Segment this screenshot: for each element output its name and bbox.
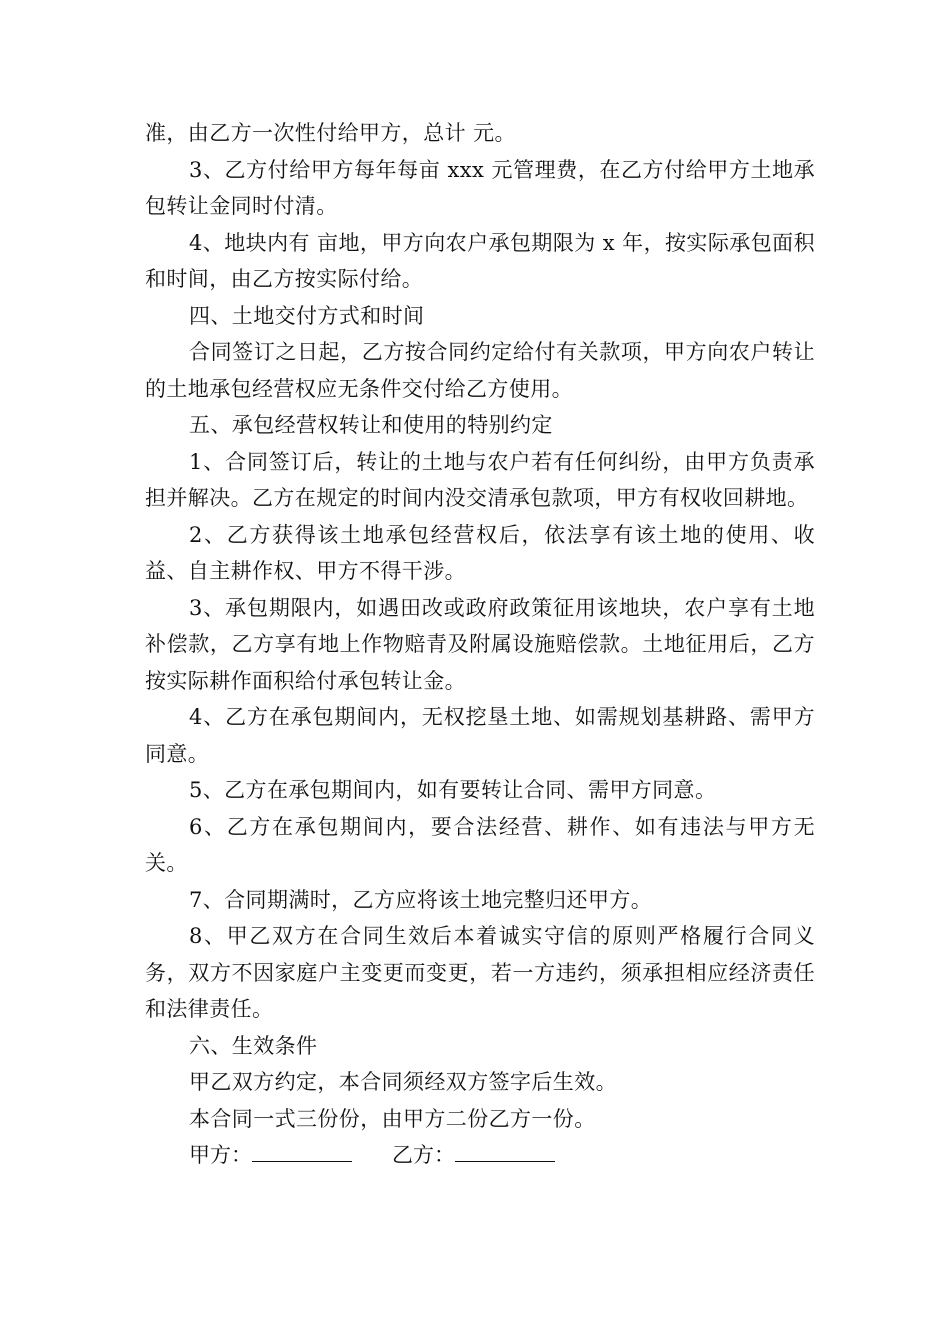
paragraph: 4、乙方在承包期间内，无权挖垦土地、如需规划基耕路、需甲方同意。 [145, 705, 815, 766]
party-b-signature-blank [455, 1139, 555, 1162]
paragraph: 5、乙方在承包期间内，如有要转让合同、需甲方同意。 [189, 778, 717, 802]
paragraph: 4、地块内有 亩地，甲方向农户承包期限为 x 年，按实际承包面积和时间，由乙方按实际付给。 [145, 230, 815, 291]
paragraph: 7、合同期满时，乙方应将该土地完整归还甲方。 [189, 887, 653, 912]
section-heading: 四、土地交付方式和时间 [189, 303, 425, 328]
paragraph: 3、乙方付给甲方每年每亩 xxx 元管理费，在乙方付给甲方土地承包转让金同时付清。 [145, 157, 815, 218]
party-a-label: 甲方： [189, 1143, 252, 1167]
signature-line [145, 1137, 815, 1174]
paragraph: 8、甲乙双方在合同生效后本着诚实守信的原则严格履行合同义务，双方不因家庭户主变更而变更，若一方违约，须承担相应经济责任和法律责任。 [145, 924, 815, 1021]
paragraph: 合同签订之日起，乙方按合同约定给付有关款项，甲方向农户转让的土地承包经营权应无条件交付给乙方使用。 [145, 340, 815, 401]
paragraph: 3、承包期限内，如遇田改或政府政策征用该地块，农户享有土地补偿款，乙方享有地上作物赔青及附属设施赔偿款。土地征用后，乙方按实际耕作面积给付承包转让金。 [145, 595, 815, 693]
paragraph: 本合同一式三份份，由甲方二份乙方一份。 [189, 1106, 596, 1131]
section-heading: 五、承包经营权转让和使用的特别约定 [189, 413, 553, 437]
party-a-signature-blank [252, 1139, 352, 1162]
section-heading: 六、生效条件 [189, 1033, 318, 1058]
paragraph: 准，由乙方一次性付给甲方，总计 元。 [145, 121, 516, 145]
paragraph: 2、乙方获得该土地承包经营权后，依法享有该土地的使用、收益、自主耕作权、甲方不得干涉。 [145, 522, 815, 583]
paragraph: 甲乙双方约定，本合同须经双方签字后生效。 [189, 1070, 617, 1094]
party-b-label: 乙方： [392, 1143, 455, 1167]
document-body [145, 115, 815, 1174]
paragraph: 1、合同签订后，转让的土地与农户若有任何纠纷，由甲方负责承担并解决。乙方在规定的时间内没交清承包款项，甲方有权收回耕地。 [145, 449, 815, 510]
paragraph: 6、乙方在承包期间内，要合法经营、耕作、如有违法与甲方无关。 [145, 814, 815, 875]
